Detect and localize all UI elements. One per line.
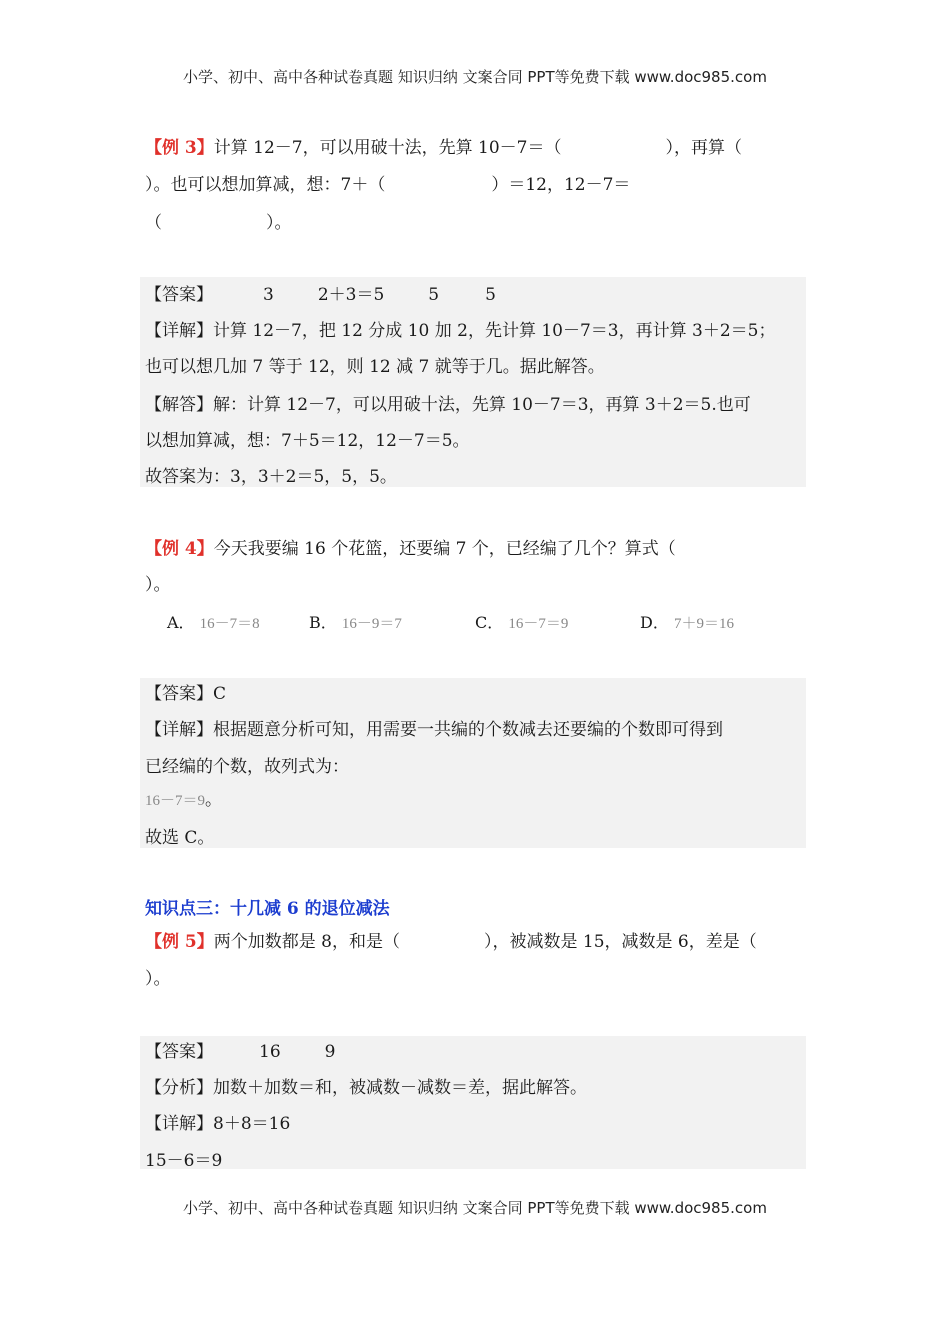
example-5-tag: 【例 5】 xyxy=(145,932,214,952)
option-d xyxy=(640,610,734,633)
example-3-tag: 【例 3】 xyxy=(145,138,214,158)
option-a xyxy=(167,610,260,633)
example-4-text-1: 今天我要编 16 个花篮，还要编 7 个，已经编了几个？算式（ xyxy=(213,539,676,559)
section-heading: 知识点三：十几减 6 的退位减法 xyxy=(145,899,390,919)
example-3-text-2b: ）＝12，12－7＝ xyxy=(491,175,631,195)
option-b xyxy=(309,610,402,633)
answer-4-expression-tail: 。 xyxy=(205,790,223,810)
answer-3-solution-1: 【解答】解：计算 12－7，可以用破十法，先算 10－7＝3，再算 3＋2＝5.也可 xyxy=(145,395,751,415)
answer-3-tag: 【答案】 xyxy=(145,285,213,305)
answer-5-value-2: 9 xyxy=(324,1042,336,1062)
answer-5-detail-1: 【详解】8＋8＝16 xyxy=(145,1114,291,1134)
option-c-label: C． xyxy=(475,613,504,632)
example-3-text-2a: ）。也可以想加算减，想：7＋（ xyxy=(145,175,386,195)
answer-4-expression: 16－7＝9 xyxy=(145,793,206,809)
example-3-line-2 xyxy=(145,174,630,196)
answer-box-3 xyxy=(140,277,806,487)
option-d-expr: 7＋9＝16 xyxy=(673,616,734,632)
example-3-text-1: 计算 12－7，可以用破十法，先算 10－7＝（ xyxy=(213,138,562,158)
option-d-label: D． xyxy=(640,613,669,632)
answer-4-conclusion: 故选 C。 xyxy=(145,828,215,848)
page-footer: 小学、初中、高中各种试卷真题 知识归纳 文案合同 PPT等免费下载 www.doc985.com xyxy=(183,1199,767,1217)
option-b-expr: 16－9＝7 xyxy=(341,616,402,632)
answer-3-value-1: 3 xyxy=(263,285,274,305)
answer-3-detail-2: 也可以想几加 7 等于 12，则 12 减 7 就等于几。据此解答。 xyxy=(145,357,605,377)
answer-3-value-2: 2＋3＝5 xyxy=(317,285,385,305)
example-5-text-1b: ），被减数是 15，减数是 6，差是（ xyxy=(483,932,757,952)
example-5-line-2: ）。 xyxy=(145,969,171,989)
option-a-expr: 16－7＝8 xyxy=(199,616,260,632)
answer-3-value-3: 5 xyxy=(428,285,440,305)
answer-5-value-1: 16 xyxy=(259,1042,281,1062)
option-b-label: B． xyxy=(309,613,337,632)
answer-4-line: 【答案】C xyxy=(145,684,227,704)
answer-5-analysis: 【分析】加数＋加数＝和，被减数－减数＝差，据此解答。 xyxy=(145,1078,587,1098)
example-3-line-3 xyxy=(145,212,292,234)
answer-3-solution-3: 故答案为：3，3＋2＝5，5，5。 xyxy=(145,467,397,487)
option-c-expr: 16－7＝9 xyxy=(508,616,569,632)
option-c xyxy=(475,610,568,633)
answer-5-line xyxy=(145,1041,335,1063)
example-3-text-1b: ），再算（ xyxy=(665,138,742,158)
answer-3-value-4: 5 xyxy=(485,285,496,305)
option-a-label: A． xyxy=(167,613,195,632)
page-header: 小学、初中、高中各种试卷真题 知识归纳 文案合同 PPT等免费下载 www.doc985.com xyxy=(183,68,767,86)
answer-3-solution-2: 以想加算减，想：7＋5＝12，12－7＝5。 xyxy=(145,431,470,451)
answer-4-detail-1: 【详解】根据题意分析可知，用需要一共编的个数减去还要编的个数即可得到 xyxy=(145,720,723,740)
example-4-line-2: ）。 xyxy=(145,575,171,595)
answer-4-detail-2: 已经编的个数，故列式为： xyxy=(145,757,349,777)
example-3-line-1 xyxy=(145,137,742,159)
example-4-line-1 xyxy=(145,538,676,560)
example-5-text-1a: 两个加数都是 8，和是（ xyxy=(213,932,400,952)
answer-4-expression-line xyxy=(145,789,222,812)
answer-5-tag: 【答案】 xyxy=(145,1042,213,1062)
example-4-tag: 【例 4】 xyxy=(145,539,214,559)
example-5-line-1 xyxy=(145,931,757,953)
answer-3-detail-1: 【详解】计算 12－7，把 12 分成 10 加 2，先计算 10－7＝3，再计算 3＋2＝5； xyxy=(145,321,776,341)
example-3-text-3b: ）。 xyxy=(266,213,292,233)
answer-5-detail-2: 15－6＝9 xyxy=(145,1151,223,1171)
answer-3-line xyxy=(145,284,496,306)
example-3-text-3a: （ xyxy=(145,213,162,233)
